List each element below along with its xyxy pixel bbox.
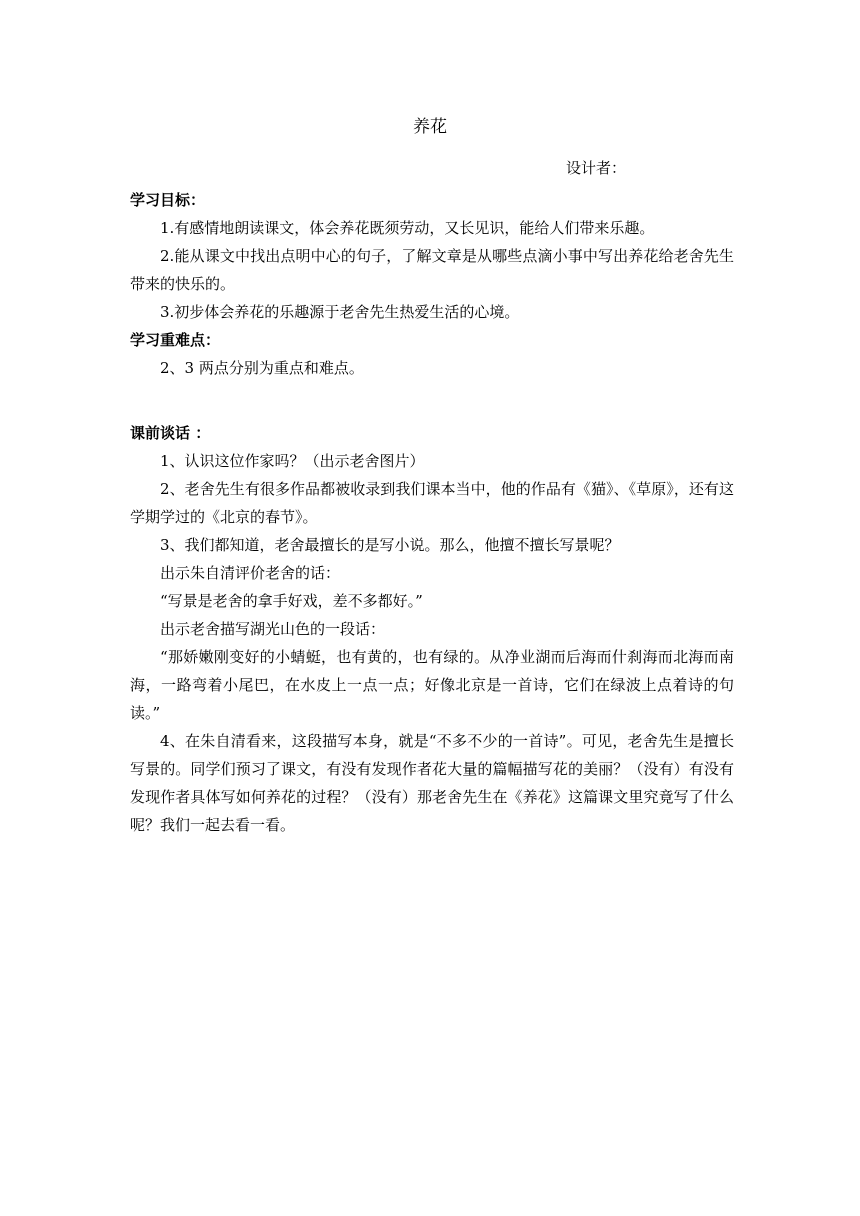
- goal-item: 3.初步体会养花的乐趣源于老舍先生热爱生活的心境。: [160, 303, 520, 321]
- goals-heading: 学习目标：: [130, 191, 206, 209]
- pre-talk-paragraph: 4、在朱自清看来，这段描写本身，就是“不多不少的一首诗”。可见，老舍先生是擅长写景的。同学们预习了课文，有没有发现作者花大量的篇幅描写花的美丽？（没有）有没有发现作者具体写如何养花的过程？（没有）那老舍先生在《养花》这篇课文里究竟写了什么呢？我们一起去看一看。: [130, 732, 734, 834]
- document-title: 养花: [413, 117, 447, 137]
- quote-paragraph: “写景是老舍的拿手好戏，差不多都好。”: [160, 592, 423, 610]
- quote-paragraph: “那娇嫩刚变好的小蜻蜓，也有黄的，也有绿的。从净业湖而后海而什刹海而北海而南海，一路弯着小尾巴，在水皮上一点一点；好像北京是一首诗，它们在绿波上点着诗的句读。”: [130, 648, 734, 722]
- pre-talk-paragraph: 3、我们都知道，老舍最擅长的是写小说。那么，他擅不擅长写景呢？: [160, 536, 620, 554]
- section-spacer: [130, 382, 734, 419]
- designer-label: 设计者：: [566, 159, 627, 177]
- pre-talk-paragraph: 出示朱自清评价老舍的话：: [160, 564, 341, 582]
- pre-talk-paragraph: 2、老舍先生有很多作品都被收录到我们课本当中，他的作品有《猫》、《草原》，还有这学期学过的《北京的春节》。: [130, 480, 734, 526]
- document-body: [130, 186, 734, 839]
- pre-talk-paragraph: 1、认识这位作家吗？（出示老舍图片）: [160, 452, 425, 470]
- pre-talk-heading: 课前谈话 ：: [130, 424, 211, 442]
- key-points-text: 2、3 两点分别为重点和难点。: [160, 359, 364, 377]
- pre-talk-paragraph: 出示老舍描写湖光山色的一段话：: [160, 620, 386, 638]
- key-points-heading: 学习重难点：: [130, 331, 221, 349]
- goal-item: 1.有感情地朗读课文，体会养花既须劳动，又长见识，能给人们带来乐趣。: [160, 219, 655, 237]
- goal-item: 2.能从课文中找出点明中心的句子，了解文章是从哪些点滴小事中写出养花给老舍先生带来的快乐的。: [130, 247, 734, 293]
